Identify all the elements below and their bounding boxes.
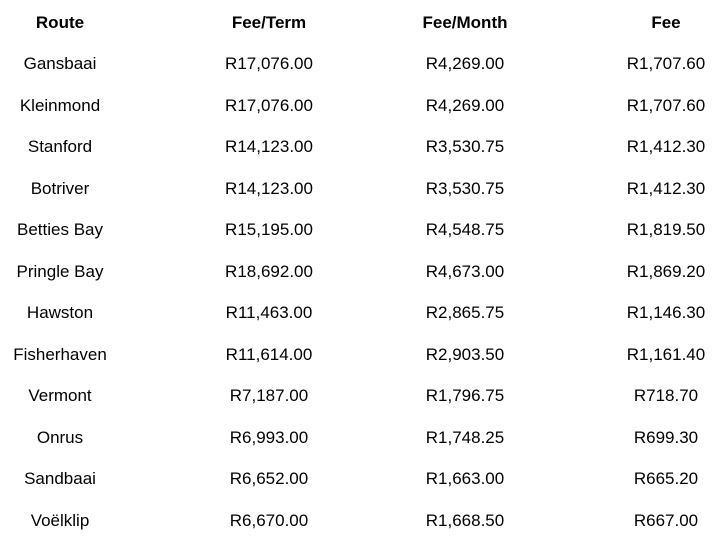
fee-month-cell: R1,796.75	[366, 375, 564, 417]
table-row	[0, 458, 723, 500]
fee-term-cell: R14,123.00	[170, 168, 368, 210]
route-cell: Botriver	[0, 168, 120, 210]
fee-month-cell: R3,530.75	[366, 126, 564, 168]
route-cell: Gansbaai	[0, 43, 120, 85]
route-cell: Hawston	[0, 292, 120, 334]
fee-cell: R667.00	[569, 500, 723, 541]
fee-cell: R1,819.50	[569, 209, 723, 251]
fee-month-cell: R1,663.00	[366, 458, 564, 500]
fee-term-cell: R18,692.00	[170, 251, 368, 293]
fee-term-cell: R6,993.00	[170, 417, 368, 459]
route-cell: Vermont	[0, 375, 120, 417]
route-cell: Betties Bay	[0, 209, 120, 251]
table-row	[0, 209, 723, 251]
table-header-row	[0, 2, 723, 44]
header-fee-term: Fee/Term	[170, 2, 368, 44]
fee-month-cell: R3,530.75	[366, 168, 564, 210]
table-row	[0, 251, 723, 293]
header-fee: Fee	[569, 2, 723, 44]
fee-month-cell: R4,269.00	[366, 43, 564, 85]
fee-term-cell: R17,076.00	[170, 85, 368, 127]
route-cell: Pringle Bay	[0, 251, 120, 293]
route-cell: Fisherhaven	[0, 334, 120, 376]
fee-cell: R1,869.20	[569, 251, 723, 293]
route-cell: Onrus	[0, 417, 120, 459]
table-row	[0, 85, 723, 127]
header-route: Route	[0, 2, 120, 44]
table-row	[0, 417, 723, 459]
fee-cell: R1,412.30	[569, 168, 723, 210]
fee-term-cell: R15,195.00	[170, 209, 368, 251]
fee-month-cell: R2,865.75	[366, 292, 564, 334]
table-row	[0, 126, 723, 168]
table-row	[0, 375, 723, 417]
fee-cell: R1,161.40	[569, 334, 723, 376]
fee-term-cell: R11,463.00	[170, 292, 368, 334]
fee-term-cell: R11,614.00	[170, 334, 368, 376]
fee-month-cell: R1,668.50	[366, 500, 564, 541]
fee-cell: R699.30	[569, 417, 723, 459]
fee-term-cell: R7,187.00	[170, 375, 368, 417]
table-row	[0, 500, 723, 541]
fee-term-cell: R17,076.00	[170, 43, 368, 85]
table-row	[0, 43, 723, 85]
fee-term-cell: R6,652.00	[170, 458, 368, 500]
fee-cell: R1,707.60	[569, 43, 723, 85]
header-fee-month: Fee/Month	[366, 2, 564, 44]
fee-term-cell: R14,123.00	[170, 126, 368, 168]
table-row	[0, 334, 723, 376]
fee-month-cell: R4,269.00	[366, 85, 564, 127]
fee-month-cell: R2,903.50	[366, 334, 564, 376]
fee-cell: R1,412.30	[569, 126, 723, 168]
route-cell: Stanford	[0, 126, 120, 168]
route-cell: Sandbaai	[0, 458, 120, 500]
fee-cell: R1,146.30	[569, 292, 723, 334]
route-cell: Kleinmond	[0, 85, 120, 127]
fee-month-cell: R4,548.75	[366, 209, 564, 251]
fee-term-cell: R6,670.00	[170, 500, 368, 541]
fee-month-cell: R1,748.25	[366, 417, 564, 459]
fee-cell: R1,707.60	[569, 85, 723, 127]
route-cell: Voëlklip	[0, 500, 120, 541]
fee-cell: R665.20	[569, 458, 723, 500]
fee-cell: R718.70	[569, 375, 723, 417]
table-row	[0, 168, 723, 210]
table-row	[0, 292, 723, 334]
fee-month-cell: R4,673.00	[366, 251, 564, 293]
